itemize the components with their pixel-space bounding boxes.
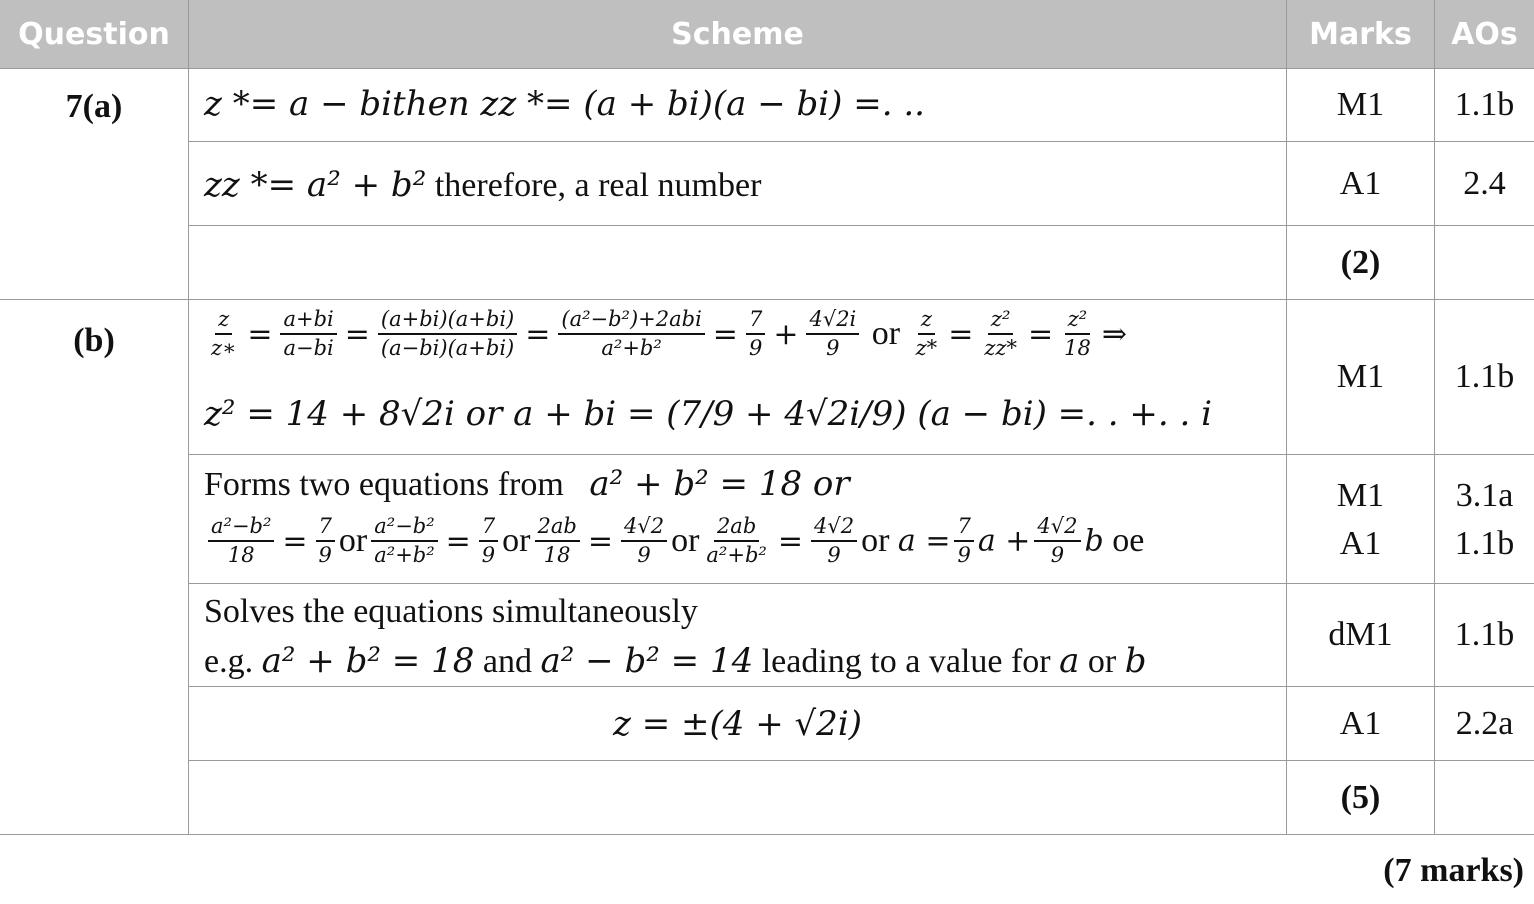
row-divider xyxy=(188,454,1534,455)
scheme-b-step1-line1: $\frac{z}{z∗}$ = $\frac{a+bi}{a-bi}$ = $\frac{(a+bi)(a+bi)}{(a-bi)(a+bi)}$ = $\frac{\text{(a²−b²)+2abi}}{\text{a²+b²}}$ = $\frac{7}{9}$ + $\frac{4√2i}{9}$ or $\frac{z}{z*}$ = $\frac{\text{z²}}{zz*}$ = $\frac{\text{z²}}{18}$ ⇒ xyxy=(211,307,1127,361)
scheme-a-step2: zz *= a² + b² therefore, a real number xyxy=(204,165,762,205)
ao-b2: 3.1a xyxy=(1455,477,1514,514)
mark-a-total: (2) xyxy=(1340,243,1381,281)
question-label-b: (b) xyxy=(73,322,115,359)
mark-b3: A1 xyxy=(1339,525,1382,562)
scheme-b-step3-line2: e.g. a² + b² = 18 and a² − b² = 14 leading to a value for a or b xyxy=(204,641,1147,681)
header-scheme: Scheme xyxy=(189,0,1286,68)
scheme-b-step2-line2: $\frac{\text{a²−b²}}{18}$ = $\frac{7}{9}$ or $\frac{\text{a²−b²}}{\text{a²+b²}}$ = $\frac{7}{9}$ or $\frac{2ab}{18}$ = $\frac{4√2}{9}$ or $\frac{2ab}{\text{a²+b²}}$ = $\frac{4√2}{9}$ or a = $\frac{7}{9}$ a + $\frac{4√2}{9}$ b oe xyxy=(204,515,1144,567)
scheme-b-step4: z = ±(4 + √2i) xyxy=(613,703,862,744)
ao-b1: 1.1b xyxy=(1454,358,1515,395)
ao-a1: 1.1b xyxy=(1454,86,1515,123)
mark-b4: dM1 xyxy=(1328,616,1393,653)
mark-b1: M1 xyxy=(1336,358,1385,395)
header-question: Question xyxy=(0,0,188,68)
scheme-b-step1-line2: z² = 14 + 8√2i or a + bi = (7/9 + 4√2i/9) (a − bi) =. . +. . i xyxy=(204,394,1212,434)
ao-b4: 1.1b xyxy=(1454,616,1515,653)
question-label-a: 7(a) xyxy=(65,88,123,125)
row-divider xyxy=(0,834,1534,835)
total-marks: (7 marks) xyxy=(1383,852,1524,889)
header-aos: AOs xyxy=(1435,0,1534,68)
header-marks: Marks xyxy=(1287,0,1434,68)
scheme-b-step2-line1: Forms two equations from a² + b² = 18 or xyxy=(204,464,850,504)
mark-a2: A1 xyxy=(1339,164,1382,202)
mark-b2: M1 xyxy=(1336,477,1385,514)
scheme-b-step3-line1: Solves the equations simultaneously xyxy=(204,593,698,630)
mark-b5: A1 xyxy=(1339,704,1382,742)
ao-b3: 1.1b xyxy=(1454,525,1515,562)
ao-a2: 2.4 xyxy=(1463,164,1506,202)
ao-b5: 2.2a xyxy=(1455,704,1514,742)
mark-b-total: (5) xyxy=(1340,778,1381,816)
scheme-a-step1: z *= a − bithen zz *= (a + bi)(a − bi) =. .. xyxy=(204,84,925,124)
mark-a1: M1 xyxy=(1336,86,1385,123)
